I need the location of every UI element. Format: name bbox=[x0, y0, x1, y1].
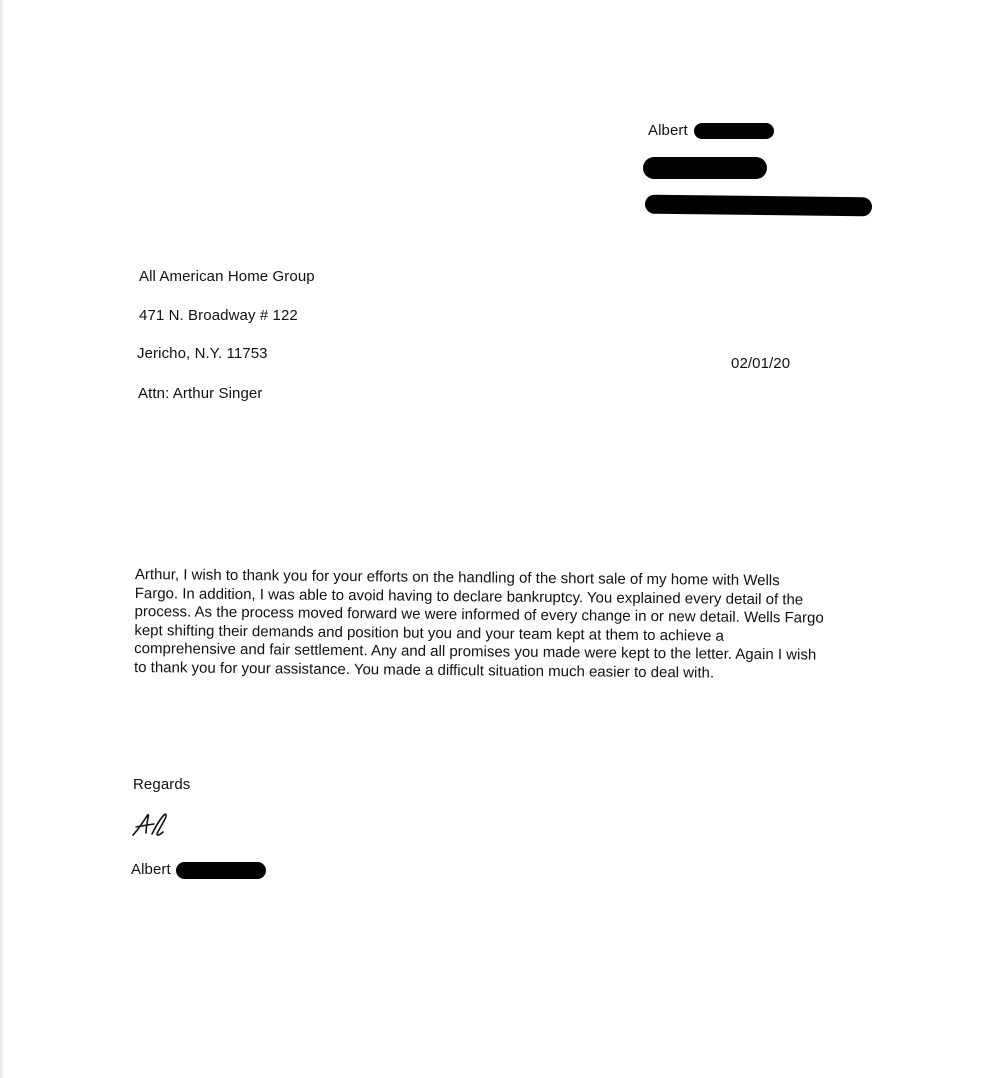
redaction-sender-address-line bbox=[643, 157, 767, 179]
redaction-signer-surname bbox=[176, 862, 266, 879]
recipient-street: 471 N. Broadway # 122 bbox=[139, 307, 298, 324]
sender-first-name: Albert bbox=[648, 122, 688, 139]
scan-edge-shadow bbox=[0, 0, 4, 1078]
body-line: to thank you for your assistance. You made a difficult situation much easier to deal with. bbox=[133, 658, 715, 682]
body-line: Arthur, I wish to thank you for your efforts on the handling of the short sale of my home with Wells bbox=[134, 566, 780, 590]
recipient-company: All American Home Group bbox=[139, 268, 315, 285]
recipient-attention: Attn: Arthur Singer bbox=[138, 385, 263, 402]
signer-first-name: Albert bbox=[131, 861, 171, 878]
body-paragraph bbox=[134, 566, 865, 685]
redaction-sender-surname bbox=[694, 123, 774, 139]
body-line: Fargo. In addition, I was able to avoid having to declare bankruptcy. You explained every detail of the bbox=[134, 584, 804, 609]
body-line: comprehensive and fair settlement. Any and all promises you made were kept to the letter. Again I wish bbox=[134, 640, 817, 664]
body-line: process. As the process moved forward we were informed of every change in or new detail. Wells Fargo bbox=[134, 603, 824, 627]
handwritten-signature bbox=[130, 812, 174, 838]
closing-salutation: Regards bbox=[133, 776, 191, 793]
body-line: kept shifting their demands and position but you and your team kept at them to achieve a bbox=[134, 621, 724, 645]
signature-drawing bbox=[130, 812, 174, 838]
letter-date: 02/01/20 bbox=[731, 355, 791, 372]
recipient-city-state-zip: Jericho, N.Y. 11753 bbox=[137, 345, 268, 362]
redaction-sender-city-line bbox=[645, 195, 872, 217]
